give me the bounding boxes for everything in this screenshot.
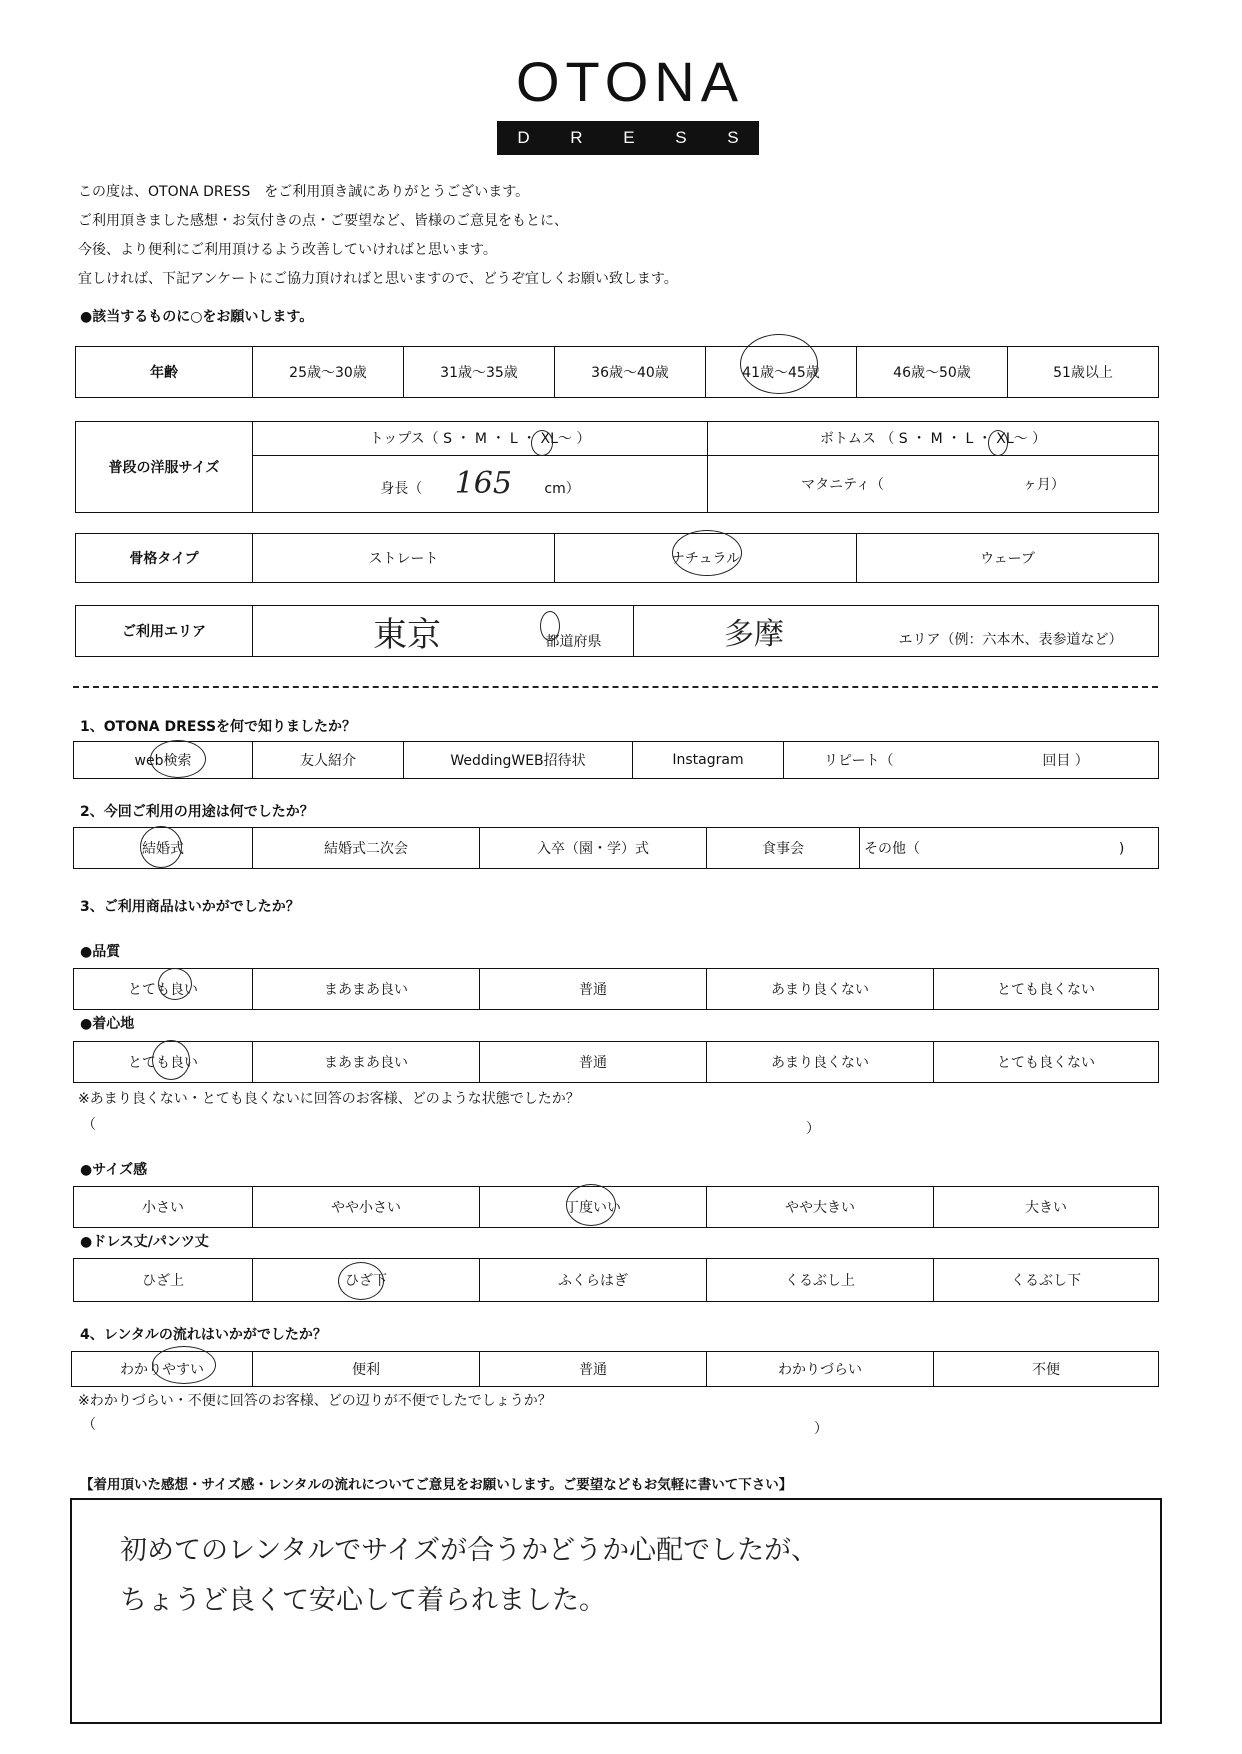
prefecture-label: 都道府県 — [545, 633, 602, 650]
comment-line: 初めてのレンタルでサイズが合うかどうか心配でしたが、 — [120, 1535, 819, 1566]
prefecture-field[interactable] — [253, 606, 634, 657]
q2-other-field[interactable] — [860, 828, 1159, 869]
divider — [73, 686, 1158, 688]
logo-letter: S — [727, 128, 739, 147]
logo-letter: D — [517, 128, 530, 147]
intro-line: 今後、より便利にご利用頂けるよう改善していければと思います。 — [78, 242, 497, 258]
q3-paren-close: ） — [806, 1121, 820, 1137]
q4-option[interactable]: 普通 — [480, 1352, 707, 1387]
q4-title: 4、レンタルの流れはいかがでしたか？ — [80, 1327, 327, 1343]
selection-circle — [540, 611, 560, 641]
height-prefix: 身長（ — [380, 481, 423, 498]
comfort-table — [73, 1041, 1159, 1083]
q1-option[interactable]: WeddingWEB招待状 — [404, 742, 633, 779]
size-feel-label: ●サイズ感 — [80, 1162, 148, 1178]
quality-option[interactable]: まあまあ良い — [253, 969, 480, 1010]
selection-circle — [566, 1184, 616, 1226]
selection-circle — [140, 826, 182, 868]
area-table — [75, 605, 1159, 657]
quality-option[interactable]: 普通 — [480, 969, 707, 1010]
comfort-option[interactable]: 普通 — [480, 1042, 707, 1083]
q4-option[interactable]: わかりやすい — [72, 1352, 253, 1387]
height-value: 165 — [454, 466, 512, 502]
intro-line: ご利用頂きました感想・お気付きの点・ご要望など、皆様のご意見をもとに、 — [78, 213, 568, 229]
q4-option[interactable]: わかりづらい — [707, 1352, 934, 1387]
length-option[interactable]: ひざ下 — [253, 1259, 480, 1302]
logo-title: OTONA — [515, 50, 745, 113]
q4-paren-close: ） — [814, 1421, 828, 1437]
age-label: 年齢 — [76, 347, 253, 398]
area-field[interactable] — [634, 606, 1159, 657]
q2-option[interactable]: 結婚式 — [74, 828, 253, 869]
prefecture-value: 東京 — [373, 614, 441, 655]
q2-other-suffix: ) — [1118, 841, 1125, 857]
logo-letter: E — [623, 128, 635, 147]
q3-title: 3、ご利用商品はいかがでしたか？ — [80, 899, 300, 915]
q3-note: ※あまり良くない・とても良くないに回答のお客様、どのような状態でしたか？ — [78, 1091, 580, 1107]
intro-text — [78, 178, 1078, 294]
q4-table — [71, 1351, 1159, 1387]
selection-circle — [158, 968, 192, 1000]
size-feel-option[interactable]: 大きい — [934, 1187, 1159, 1228]
q4-paren-open: （ — [82, 1417, 96, 1433]
age-option[interactable]: 25歳～30歳 — [253, 347, 404, 398]
q1-option[interactable]: Instagram — [633, 742, 784, 779]
q3-paren-open: （ — [82, 1117, 96, 1133]
comfort-option[interactable]: とても良い — [74, 1042, 253, 1083]
q1-table — [73, 741, 1159, 779]
length-table — [73, 1258, 1159, 1302]
size-feel-option[interactable]: 小さい — [74, 1187, 253, 1228]
bottoms-size[interactable]: ボトムス （ S ・ M ・ L ・ XL～ ） — [708, 422, 1159, 456]
length-option[interactable]: ふくらはぎ — [480, 1259, 707, 1302]
comment-line: ちょうど良くて安心して着られました。 — [120, 1585, 606, 1616]
maternity-prefix: マタニティ（ — [801, 476, 884, 493]
q1-option[interactable]: web検索 — [74, 742, 253, 779]
quality-option[interactable]: とても良くない — [934, 969, 1159, 1010]
q2-option[interactable]: 食事会 — [707, 828, 860, 869]
quality-table — [73, 968, 1159, 1010]
length-option[interactable]: くるぶし上 — [707, 1259, 934, 1302]
size-feel-option[interactable]: やや小さい — [253, 1187, 480, 1228]
selection-circle — [338, 1262, 384, 1300]
area-label: ご利用エリア — [76, 606, 253, 657]
size-feel-table — [73, 1186, 1159, 1228]
q2-option[interactable]: 入卒（園・学）式 — [480, 828, 707, 869]
length-option[interactable]: ひざ上 — [74, 1259, 253, 1302]
age-table — [75, 346, 1159, 398]
quality-option[interactable]: あまり良くない — [707, 969, 934, 1010]
size-feel-option[interactable]: やや大きい — [707, 1187, 934, 1228]
age-option[interactable]: 51歳以上 — [1008, 347, 1159, 398]
age-option[interactable]: 36歳～40歳 — [555, 347, 706, 398]
q1-repeat-suffix: 回目 ） — [1042, 753, 1089, 769]
selection-circle — [672, 530, 742, 576]
comment-title: 【着用頂いた感想・サイズ感・レンタルの流れについてご意見をお願いします。ご要望などもお気軽に書いて下さい】 — [80, 1477, 793, 1493]
q1-repeat-field[interactable] — [784, 742, 1159, 779]
selection-circle — [152, 1346, 216, 1384]
q4-option[interactable]: 不便 — [934, 1352, 1159, 1387]
logo-letter: R — [570, 128, 583, 147]
length-label: ●ドレス丈/パンツ丈 — [80, 1234, 209, 1250]
q1-title: 1、OTONA DRESSを何で知りましたか？ — [80, 719, 357, 735]
age-option[interactable]: 41歳～45歳 — [706, 347, 857, 398]
tops-size[interactable]: トップス（ S ・ M ・ L ・ XL～ ） — [253, 422, 708, 456]
comment-box[interactable] — [70, 1498, 1162, 1724]
selection-circle — [988, 430, 1008, 456]
selection-circle — [150, 740, 206, 778]
size-label: 普段の洋服サイズ — [76, 422, 253, 513]
comfort-option[interactable]: あまり良くない — [707, 1042, 934, 1083]
q2-table — [73, 827, 1159, 869]
area-example-label: エリア（例：六本木、表参道など） — [898, 632, 1123, 648]
q1-option[interactable]: 友人紹介 — [253, 742, 404, 779]
body-type-option[interactable]: ウェーブ — [857, 534, 1159, 583]
selection-circle — [740, 334, 818, 394]
q2-other-prefix: その他（ — [864, 841, 920, 857]
comfort-label: ●着心地 — [80, 1016, 135, 1032]
selection-circle — [152, 1040, 190, 1080]
quality-option[interactable]: とても良い — [74, 969, 253, 1010]
intro-line: この度は、OTONA DRESS をご利用頂き誠にありがとうございます。 — [78, 184, 530, 200]
comfort-option[interactable]: とても良くない — [934, 1042, 1159, 1083]
q4-note: ※わかりづらい・不便に回答のお客様、どの辺りが不便でしたでしょうか？ — [78, 1393, 552, 1409]
q1-repeat-prefix: リピート（ — [824, 753, 894, 769]
quality-label: ●品質 — [80, 944, 121, 960]
body-type-table — [75, 533, 1159, 583]
area-value: 多摩 — [724, 617, 784, 652]
intro-line: 宜しければ、下記アンケートにご協力頂ければと思いますので、どうぞ宜しくお願い致します。 — [78, 271, 678, 287]
maternity-field[interactable] — [708, 455, 1159, 512]
maternity-suffix: ヶ月） — [1022, 476, 1065, 493]
selection-circle — [531, 430, 553, 456]
q2-title: 2、今回ご利用の用途は何でしたか？ — [80, 804, 314, 820]
height-field[interactable] — [253, 455, 708, 512]
age-option[interactable]: 31歳～35歳 — [404, 347, 555, 398]
body-type-option[interactable]: ストレート — [253, 534, 555, 583]
body-type-label: 骨格タイプ — [76, 534, 253, 583]
q4-option[interactable]: 便利 — [253, 1352, 480, 1387]
body-type-option[interactable]: ナチュラル — [555, 534, 857, 583]
logo-letter: S — [675, 128, 687, 147]
instruction: ●該当するものに○をお願いします。 — [80, 309, 314, 325]
logo-subtitle-bar — [497, 121, 759, 155]
length-option[interactable]: くるぶし下 — [934, 1259, 1159, 1302]
size-feel-option[interactable]: 丁度いい — [480, 1187, 707, 1228]
height-suffix: cm） — [544, 481, 580, 498]
comfort-option[interactable]: まあまあ良い — [253, 1042, 480, 1083]
age-option[interactable]: 46歳～50歳 — [857, 347, 1008, 398]
q2-option[interactable]: 結婚式二次会 — [253, 828, 480, 869]
